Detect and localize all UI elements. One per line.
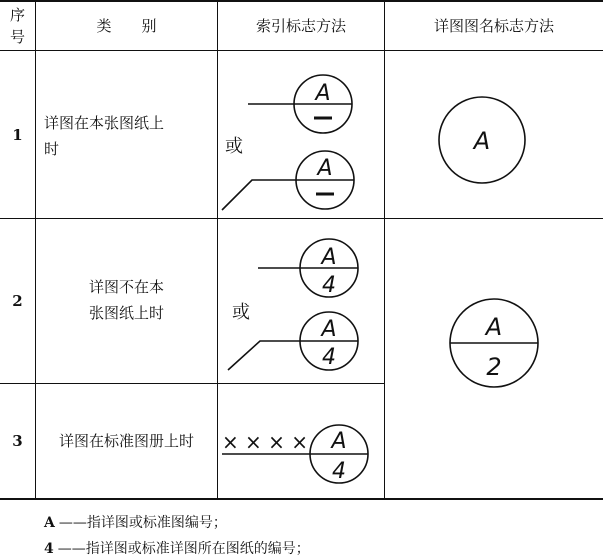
row-2-top-letter: A — [321, 245, 337, 270]
row-2-top-number: 4 — [322, 273, 336, 298]
note-a-key: A — [44, 515, 55, 531]
row-1-index-symbol-top — [248, 75, 352, 133]
row-2-index-symbol-top — [258, 239, 358, 297]
note-4 — [44, 538, 310, 558]
row-2-category-line2: 张图纸上时 — [88, 304, 164, 322]
row-2-category-line1: 详图不在本 — [88, 278, 164, 296]
row-2-number: 2 — [12, 292, 23, 310]
note-a-text: ——指详图或标准图编号； — [58, 515, 227, 531]
row-2-detail-letter: A — [485, 313, 503, 341]
header-category: 类 别 — [96, 17, 157, 35]
header-detail-method: 详图图名标志方法 — [433, 17, 554, 35]
row-1-bottom-letter: A — [317, 156, 333, 181]
row-1-index-symbol-bottom — [222, 151, 354, 210]
row-3-prefix: × × × × — [221, 430, 309, 454]
row-2-detail-number: 2 — [486, 353, 502, 381]
row-2-bottom-number: 4 — [322, 345, 336, 370]
note-4-text: ——指详图或标准详图所在图纸的编号； — [57, 541, 310, 557]
row-3-letter: A — [331, 429, 347, 454]
header-no-bottom: 号 — [9, 28, 25, 46]
row-1-category-line2: 时 — [44, 140, 60, 158]
header-index-method: 索引标志方法 — [255, 17, 346, 35]
note-4-key: 4 — [44, 541, 54, 557]
row-1-number: 1 — [12, 125, 23, 144]
row-3-category: 详图在标准图册上时 — [58, 432, 194, 450]
row-1-or-text: 或 — [225, 136, 243, 157]
note-a — [44, 512, 227, 532]
row-3-number: 3 — [12, 432, 23, 450]
row-2-or-text: 或 — [232, 302, 250, 323]
row-2-bottom-letter: A — [321, 317, 337, 342]
row-3-number-in-circle: 4 — [332, 459, 346, 484]
row-1-top-letter: A — [315, 81, 331, 106]
header-no-top: 序 — [9, 6, 25, 24]
row-1-category-line1: 详图在本张图纸上 — [44, 114, 165, 132]
row-1-detail-letter: A — [473, 127, 491, 155]
